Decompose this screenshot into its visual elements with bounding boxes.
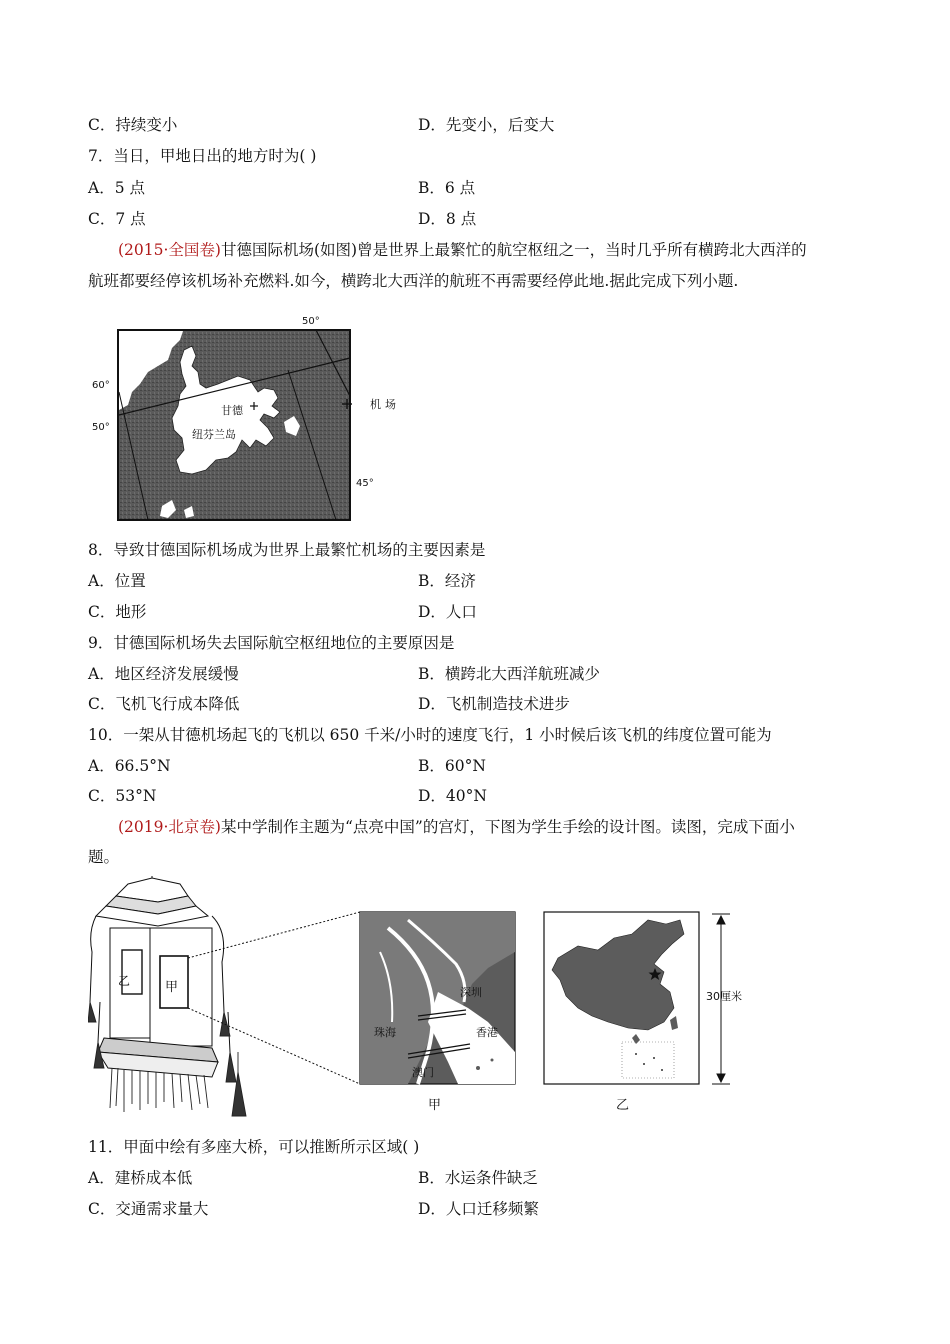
- q11-option-a: A．建桥成本低: [88, 1169, 193, 1187]
- caption-a: 甲: [428, 1098, 442, 1113]
- q11-option-d: D．人口迁移频繁: [418, 1200, 539, 1218]
- q7-option-c: C．7 点: [88, 210, 146, 228]
- q11-option-c: C．交通需求量大: [88, 1200, 209, 1218]
- q8-option-a: A．位置: [88, 572, 146, 590]
- lon-45-label: 45°: [356, 478, 374, 489]
- q9-option-b: B．横跨北大西洋航班减少: [418, 665, 600, 683]
- q8-option-b: B．经济: [418, 572, 476, 590]
- q7-stem: 7．当日，甲地日出的地方时为( ): [88, 147, 317, 165]
- caption-b: 乙: [616, 1098, 630, 1113]
- newfoundland-label: 纽芬兰岛: [192, 428, 236, 441]
- q7-option-b: B．6 点: [418, 179, 476, 197]
- gander-label: 甘德: [221, 404, 243, 417]
- q10-option-b: B．60°N: [418, 757, 486, 775]
- newfoundland-map: [88, 310, 428, 525]
- q9-stem: 9．甘德国际机场失去国际航空枢纽地位的主要原因是: [88, 634, 455, 652]
- height-label: 30厘米: [706, 990, 742, 1003]
- lat-50-label: 50°: [92, 422, 110, 433]
- intro2-text1: 某中学制作主题为“点亮中国”的宫灯，下图为学生手绘的设计图。读图，完成下面小: [220, 818, 795, 836]
- lantern-drawing: [90, 876, 230, 1077]
- legend-airport-label: 机场: [370, 398, 400, 411]
- intro1-text1: 甘德国际机场(如图)曾是世界上最繁忙的航空枢纽之一，当时几乎所有横跨北大西洋的: [220, 241, 807, 259]
- intro1-line2: 航班都要经停该机场补充燃料.如今，横跨北大西洋的航班不再需要经停此地.据此完成下列小题.: [88, 272, 739, 290]
- q10-stem: 10．一架从甘德机场起飞的飞机以 650 千米/小时的速度飞行，1 小时候后该飞机的纬度位置可能为: [88, 726, 772, 744]
- intro2-line1: [118, 817, 795, 837]
- q8-option-d: D．人口: [418, 603, 477, 621]
- q9-option-c: C．飞机飞行成本降低: [88, 695, 240, 713]
- pearl-river-delta-map: [360, 912, 515, 1084]
- macau-label: 澳门: [412, 1066, 434, 1079]
- lantern-face-b: 乙: [118, 974, 131, 988]
- lat-60-label: 60°: [92, 380, 110, 391]
- china-map: [544, 912, 699, 1084]
- zhuhai-label: 珠海: [374, 1026, 396, 1039]
- q9-option-a: A．地区经济发展缓慢: [88, 665, 239, 683]
- q6-option-d: D．先变小，后变大: [418, 116, 555, 134]
- q11-stem: 11．甲面中绘有多座大桥，可以推断所示区域( ): [88, 1138, 420, 1156]
- q8-stem: 8．导致甘德国际机场成为世界上最繁忙机场的主要因素是: [88, 541, 486, 559]
- q6-option-c: C．持续变小: [88, 116, 178, 134]
- q9-option-d: D．飞机制造技术进步: [418, 695, 570, 713]
- intro1-source: (2015·全国卷): [118, 241, 221, 259]
- intro2-source: (2019·北京卷): [118, 818, 221, 836]
- q8-option-c: C．地形: [88, 603, 147, 621]
- q10-option-d: D．40°N: [418, 787, 487, 805]
- shenzhen-label: 深圳: [460, 986, 482, 999]
- q11-option-b: B．水运条件缺乏: [418, 1169, 538, 1187]
- q7-option-d: D．8 点: [418, 210, 477, 228]
- q10-option-c: C．53°N: [88, 787, 157, 805]
- lon-50-label: 50°: [302, 316, 320, 327]
- newfoundland-map-svg: [88, 310, 428, 525]
- hongkong-label: 香港: [476, 1026, 498, 1039]
- connector-top: [188, 912, 360, 958]
- q10-option-a: A．66.5°N: [88, 757, 171, 775]
- q7-option-a: A．5 点: [88, 179, 145, 197]
- lantern-figure-svg: [88, 872, 748, 1122]
- intro2-line2: 题。: [88, 848, 120, 866]
- lantern-face-a: 甲: [165, 980, 179, 995]
- lantern-figure: [88, 872, 748, 1122]
- intro1-line1: [118, 240, 807, 260]
